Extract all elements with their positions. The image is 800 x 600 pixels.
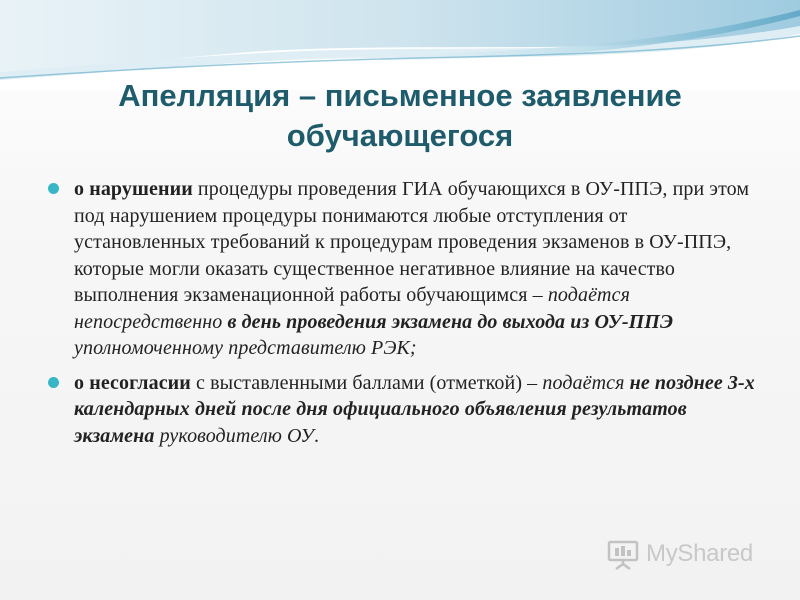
bullet-1-body: процедуры проведения ГИА обучающихся в ОУ-ППЭ, при этом под нарушением процедуры понимаются любые отступления от установленных требований к процедурам проведения экзаменов в ОУ-ППЭ, которые могли оказать существенное негативное влияние на качество выполнения экзаменационной работы обучающимся [74, 178, 750, 306]
bullet-1-deadline: в день проведения экзамена до выхода из ОУ-ППЭ [227, 310, 674, 333]
bullet-dot-icon [48, 183, 59, 194]
myshared-watermark[interactable] [606, 536, 753, 572]
bullet-item-violation [48, 176, 760, 362]
bullet-2-recipient: руководителю ОУ [154, 424, 314, 447]
bullet-1-submit-note: – подаётся непосредственно [74, 284, 630, 333]
bullet-2-body: с выставленными баллами (отметкой) [190, 371, 523, 394]
slide-title-line1: Апелляция – письменное заявление [118, 78, 682, 113]
slide-title [70, 76, 730, 156]
bullet-2-period: . [313, 424, 320, 447]
bullet-2-heading: о несогласии [74, 371, 191, 394]
watermark-text: MyShared [646, 540, 753, 567]
bullet-1-recipient: уполномоченному представителю РЭК; [74, 337, 417, 359]
bullet-2-deadline: не позднее 3-х календарных дней после дня официального объявления результатов экзамена [74, 371, 755, 447]
bullet-dot-icon [48, 377, 59, 388]
bullet-item-disagreement [48, 370, 760, 450]
presentation-board-icon [606, 537, 640, 571]
bullet-1-heading: о нарушении [74, 178, 193, 200]
slide-title-line2: обучающегося [286, 118, 514, 153]
bullet-list [48, 176, 760, 457]
bullet-2-submit-note: – подаётся [522, 371, 630, 394]
